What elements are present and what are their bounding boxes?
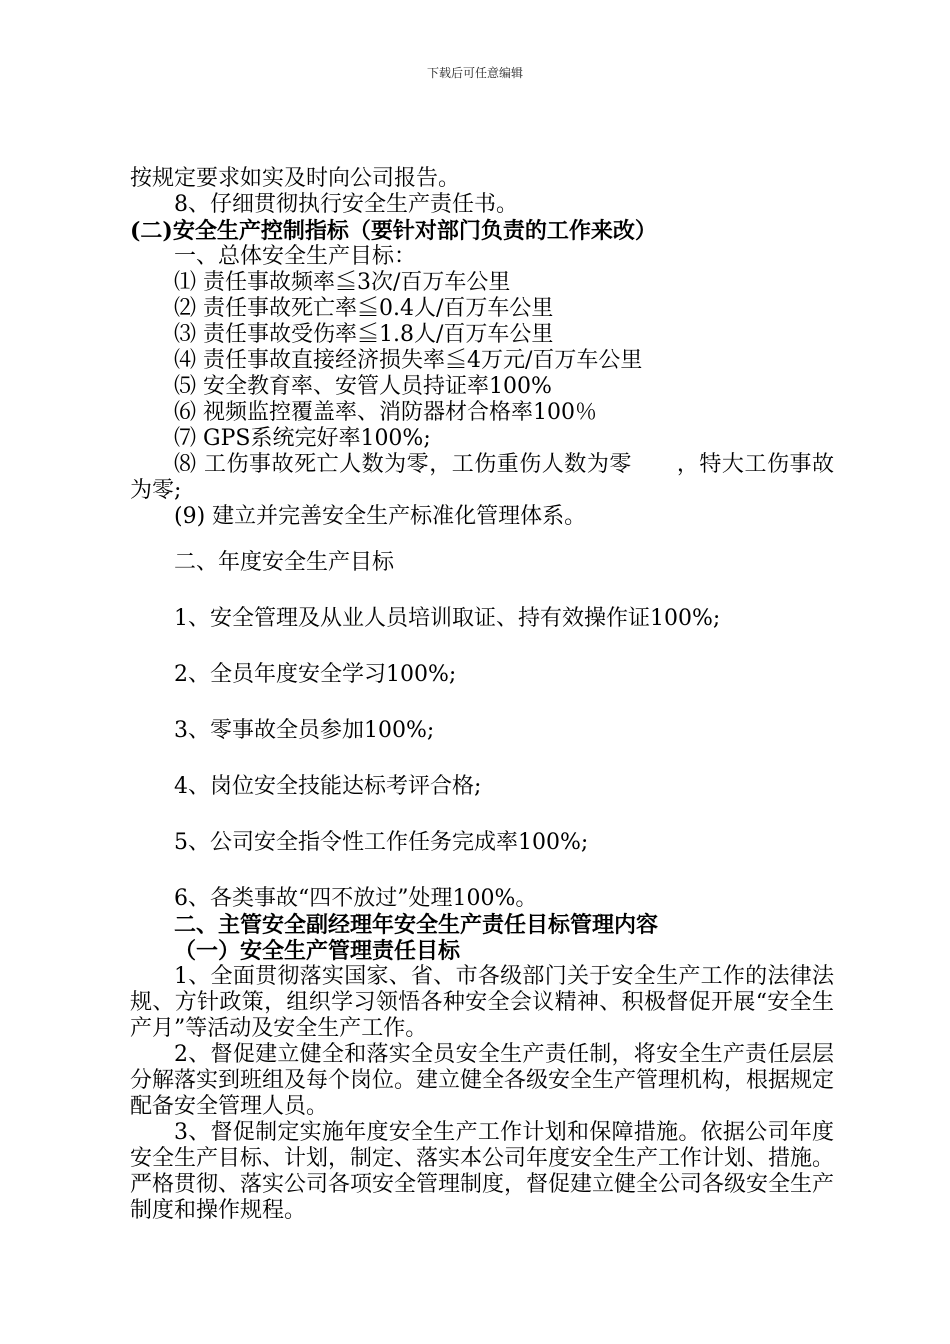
- annual-goals-title: 二、年度安全生产目标: [174, 550, 395, 575]
- page-header: 下载后可任意编辑: [426, 66, 523, 80]
- part2-paragraph: 2、督促建立健全和落实全员安全生产责任制，将安全生产责任层层分解落实到班组及每个岗位。建立健全各级安全生产管理机构，根据规定配备安全管理人员。: [130, 1042, 835, 1119]
- part2-subtitle: （一）安全生产管理责任目标: [174, 938, 461, 964]
- overall-goal-item: ⑺ GPS系统完好率100%;: [174, 426, 431, 451]
- part2-paragraph: 1、全面贯彻落实国家、省、市各级部门关于安全生产工作的法律法规、方针政策，组织学习领悟各种安全会议精神、积极督促开展“安全生产月”等活动及安全生产工作。: [130, 964, 834, 1041]
- annual-goal-item: 3、零事故全员参加100%;: [174, 718, 435, 743]
- paragraph-item-8: 8、仔细贯彻执行安全生产责任书。: [174, 192, 518, 217]
- annual-goal-item: 2、全员年度安全学习100%;: [174, 662, 457, 687]
- annual-goal-item: 4、岗位安全技能达标考评合格;: [174, 774, 482, 799]
- part2-title: 二、主管安全副经理年安全生产责任目标管理内容: [174, 912, 659, 938]
- annual-goal-item: 5、公司安全指令性工作任务完成率100%;: [174, 830, 589, 855]
- overall-goal-item: ⑵ 责任事故死亡率≦0.4人/百万车公里: [174, 296, 554, 321]
- overall-goal-item: (9) 建立并完善安全生产标准化管理体系。: [174, 504, 587, 529]
- overall-goal-item: ⑷ 责任事故直接经济损失率≦4万元/百万车公里: [174, 348, 643, 373]
- overall-goal-item: ⑻ 工伤事故死亡人数为零，工伤重伤人数为零 ，特大工伤事故为零;: [130, 452, 834, 503]
- paragraph-continuation: 按规定要求如实及时向公司报告。: [130, 166, 461, 191]
- document-body: [130, 166, 834, 1224]
- annual-goal-item: 6、各类事故“四不放过”处理100%。: [174, 886, 538, 911]
- overall-goal-item: ⑸ 安全教育率、安管人员持证率100%: [174, 374, 552, 399]
- overall-goals-title: 一、总体安全生产目标：: [174, 244, 417, 269]
- overall-goal-item: ⑶ 责任事故受伤率≦1.8人/百万车公里: [174, 322, 554, 347]
- section-control-title: (二)安全生产控制指标（要针对部门负责的工作来改）: [130, 218, 657, 244]
- part2-paragraph: 3、督促制定实施年度安全生产工作计划和保障措施。依据公司年度安全生产目标、计划，制定、落实本公司年度安全生产工作计划、措施。严格贯彻、落实公司各项安全管理制度，督促建立健全公司各级安全生产制度和操作规程。: [130, 1120, 835, 1223]
- overall-goal-item: ⑴ 责任事故频率≦3次/百万车公里: [174, 270, 511, 295]
- overall-goal-item: ⑹ 视频监控覆盖率、消防器材合格率100％: [174, 400, 597, 425]
- annual-goal-item: 1、安全管理及从业人员培训取证、持有效操作证100%;: [174, 606, 721, 631]
